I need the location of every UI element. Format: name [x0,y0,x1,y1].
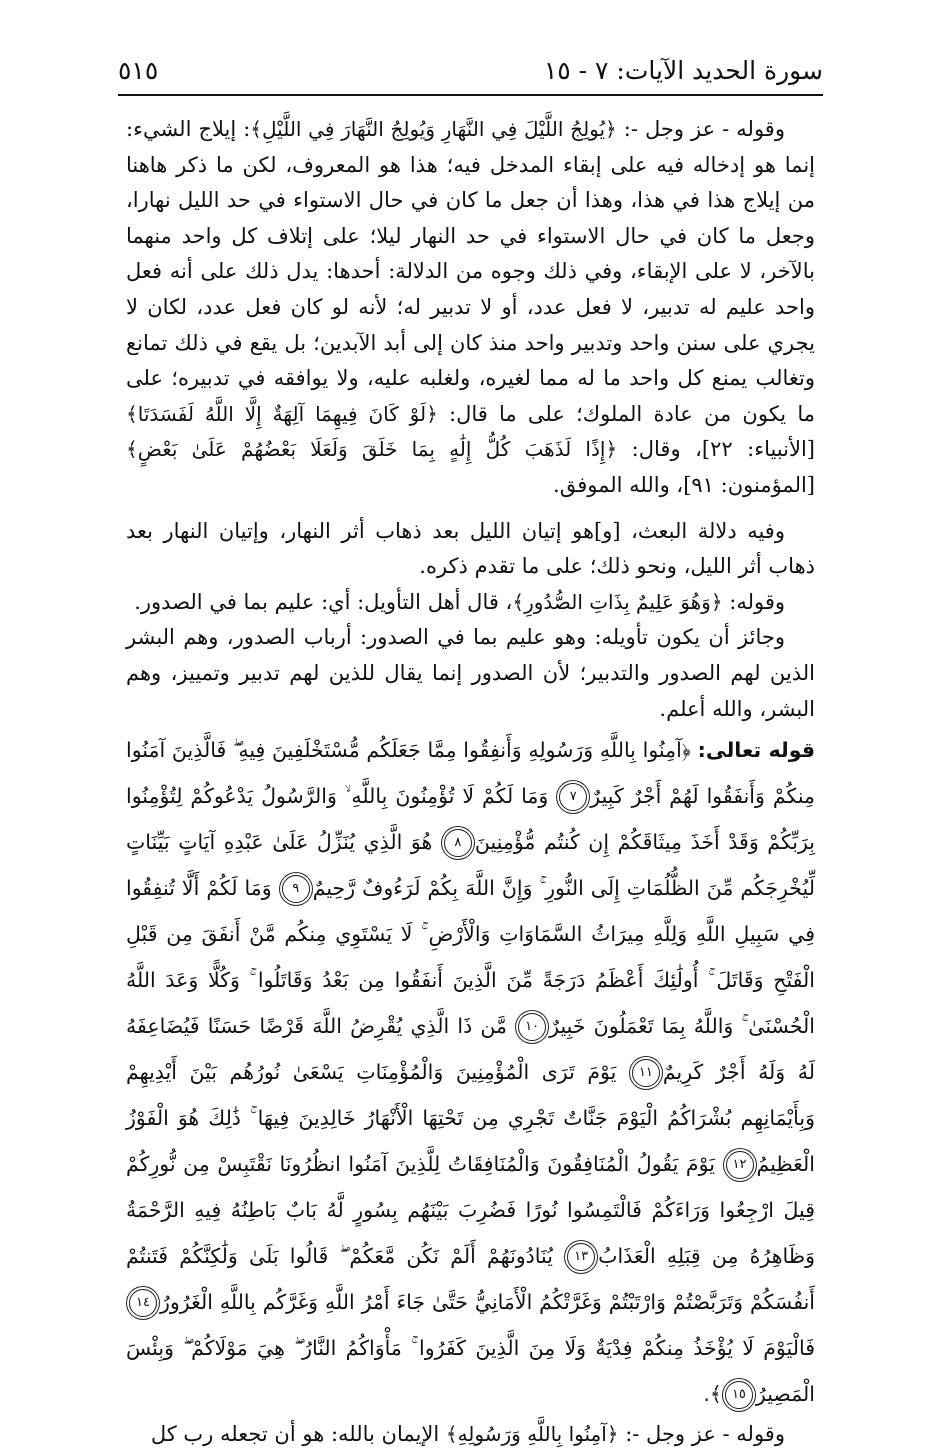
text-run: [المؤمنون: ٩١]، والله الموفق. [553,472,815,497]
verse-8: وَمَا لَكُمْ لَا تُؤْمِنُونَ بِاللَّهِ ۙ وَالرَّسُولُ يَدْعُوكُمْ لِتُؤْمِنُوا بِرَبِّكُمْ وَقَدْ أَخَذَ مِيثَاقَكُمْ إِن كُنتُم مُّؤْمِنِينَ [126,784,815,855]
verse-15: فَالْيَوْمَ لَا يُؤْخَذُ مِنكُمْ فِدْيَةٌ وَلَا مِنَ الَّذِينَ كَفَرُوا ۚ مَأْوَاكُمُ النَّارُ ۖ هِيَ مَوْلَاكُمْ ۖ وَبِئْسَ الْمَصِيرُ [126,1336,815,1407]
aya-number-marker: ١١ [632,1059,660,1087]
text-run: وقوله - عز وجل -: [616,117,785,141]
quran-quote: ﴿آمِنُوا بِاللَّهِ وَرَسُولِهِ﴾ [445,1422,619,1447]
aya-number-marker: ٧ [559,783,587,811]
verse-13: يَوْمَ يَقُولُ الْمُنَافِقُونَ وَالْمُنَافِقَاتُ لِلَّذِينَ آمَنُوا انظُرُونَا نَقْتَبِسْ مِن نُّورِكُمْ قِيلَ ارْجِعُوا وَرَاءَكُمْ فَالْتَمِسُوا نُورًا فَضُرِبَ بَيْنَهُم بِسُورٍ لَّهُ بَابٌ بَاطِنُهُ فِيهِ الرَّحْمَةُ وَظَاهِرُهُ مِن قِبَلِهِ الْعَذَابُ [126,1152,815,1269]
text-run: الإيمان بالله: هو أن تجعله رب كل [150,1422,446,1447]
running-header [118,52,823,92]
verse-9: هُوَ الَّذِي يُنَزِّلُ عَلَىٰ عَبْدِهِ آيَاتٍ بَيِّنَاتٍ لِّيُخْرِجَكُم مِّنَ الظُّلُمَاتِ إِلَى النُّورِ ۚ وَإِنَّ اللَّهَ بِكُمْ لَرَءُوفٌ رَّحِيمٌ [126,830,815,901]
text-run: ، قال أهل التأويل: أي: عليم بما في الصدور. [134,589,513,614]
quran-quote: ﴿يُولِجُ اللَّيْلَ فِي النَّهَارِ وَيُولِجُ النَّهَارَ فِي اللَّيْلِ﴾ [250,117,617,141]
text-run: وقوله: [722,589,785,614]
verse-10: وَمَا لَكُمْ أَلَّا تُنفِقُوا فِي سَبِيلِ اللَّهِ وَلِلَّهِ مِيرَاثُ السَّمَاوَاتِ وَالْأَرْضِ ۚ لَا يَسْتَوِي مِنكُم مَّنْ أَنفَقَ مِن قَبْلِ الْفَتْحِ وَقَاتَلَ ۚ أُولَٰئِكَ أَعْظَمُ دَرَجَةً مِّنَ الَّذِينَ أَنفَقُوا مِن بَعْدُ وَقَاتَلُوا ۚ وَكُلًّا وَعَدَ اللَّهُ الْحُسْنَىٰ ۚ وَاللَّهُ بِمَا تَعْمَلُونَ خَبِيرٌ [126,876,815,1039]
aya-number-marker: ٨ [444,829,472,857]
paragraph-gap [126,504,815,514]
quran-quote: ﴿لَوْ كَانَ فِيهِمَا آلِهَةٌ إِلَّا اللَّهُ لَفَسَدَتَا﴾ [126,401,438,426]
text-run: وقوله - عز وجل -: [618,1422,785,1447]
paragraph-sudur [126,585,815,621]
verse-7: ﴿آمِنُوا بِاللَّهِ وَرَسُولِهِ وَأَنفِقُوا مِمَّا جَعَلَكُم مُّسْتَخْلَفِينَ فِيهِ ۖ فَالَّذِينَ آمَنُوا مِنكُمْ وَأَنفَقُوا لَهُمْ أَجْرٌ كَبِيرٌ [126,738,815,809]
verse-14: يُنَادُونَهُمْ أَلَمْ نَكُن مَّعَكُمْ ۖ قَالُوا بَلَىٰ وَلَٰكِنَّكُمْ فَتَنتُمْ أَنفُسَكُمْ وَتَرَبَّصْتُمْ وَارْتَبْتُمْ وَغَرَّتْكُمُ الْأَمَانِيُّ حَتَّىٰ جَاءَ أَمْرُ اللَّهِ وَغَرَّكُم بِاللَّهِ الْغَرُورُ [126,1244,815,1315]
verses-lead: قوله تعالى: [697,738,815,763]
page-number: ٥١٥ [118,56,159,85]
verse-12: يَوْمَ تَرَى الْمُؤْمِنِينَ وَالْمُؤْمِنَاتِ يَسْعَىٰ نُورُهُم بَيْنَ أَيْدِيهِمْ وَبِأَيْمَانِهِم بُشْرَاكُمُ الْيَوْمَ جَنَّاتٌ تَجْرِي مِن تَحْتِهَا الْأَنْهَارُ خَالِدِينَ فِيهَا ۚ ذَٰلِكَ هُوَ الْفَوْزُ الْعَظِيمُ [126,1060,815,1177]
header-title: سورة الحديد الآيات: ٧ - ١٥ [543,56,823,85]
aya-number-marker: ١٣ [567,1243,595,1271]
quran-quote: ﴿وَهُوَ عَلِيمٌ بِذَاتِ الصُّدُورِ﴾ [512,589,723,614]
text-run: [الأنبياء: ٢٢]، وقال: [617,437,815,462]
quran-quote: ﴿إِذًا لَذَهَبَ كُلُّ إِلَٰهٍ بِمَا خَلَقَ وَلَعَلَا بَعْضُهُمْ عَلَىٰ بَعْضٍ﴾ [126,437,618,462]
paragraph-tawil: وجائز أن يكون تأويله: وهو عليم بما في الصدور: أرباب الصدور، وهم البشر الذين لهم الصدور والتدبير؛ لأن الصدور إنما يقال للذين لهم تدبير وتمييز، وهم البشر، والله أعلم. [126,625,815,721]
paragraph-ilaj [126,112,815,504]
header-rule [118,94,823,96]
aya-number-marker: ٩ [282,875,310,903]
aya-number-marker: ١٥ [725,1381,753,1409]
aya-number-marker: ١٠ [518,1013,546,1041]
aya-number-marker: ١٢ [726,1151,754,1179]
aya-number-marker: ١٤ [129,1289,157,1317]
page-body [126,112,816,1447]
verses-block [126,727,815,1417]
text-run: : إيلاج الشيء: إنما هو إدخاله فيه على إبقاء المدخل فيه؛ هذا هو المعروف، لكن ما ذكر هاهنا من إيلاج هذا في هذا، وهذا أن جعل ما كان في حال الاستواء في حد الليل نهارا، وجعل ما كان في حال الاستواء في حد النهار ليلا؛ على إتلاف كل واحد منهما بالآخر، لا على الإبقاء، وفي ذلك وجوه من الدلالة: أحدها: يدل ذلك على أنه فعل واحد عليم له تدبير، لا فعل عدد، أو لا تدبير له؛ لأنه لو كان فعل عدد، لكان لا يجري على سنن واحد وتدبير واحد منذ كان إلى أبد الآبدين؛ بل يقع في ذلك تمانع وتغالب يمنع كل واحد ما له مما لغيره، ولغلبه عليه، ولا يوافقه في تدبيره؛ على ما يكون من عادة الملوك؛ على ما قال: [126,117,816,426]
paragraph-iman [126,1417,815,1453]
verse-11: مَّن ذَا الَّذِي يُقْرِضُ اللَّهَ قَرْضًا حَسَنًا فَيُضَاعِفَهُ لَهُ وَلَهُ أَجْرٌ كَرِيمٌ [126,1014,815,1085]
verses-close: ﴾. [703,1382,722,1407]
paragraph-bath: وفيه دلالة البعث، [و]هو إتيان الليل بعد ذهاب أثر النهار، وإتيان النهار بعد ذهاب أثر الليل، ونحو ذلك؛ على ما تقدم ذكره. [126,518,815,579]
